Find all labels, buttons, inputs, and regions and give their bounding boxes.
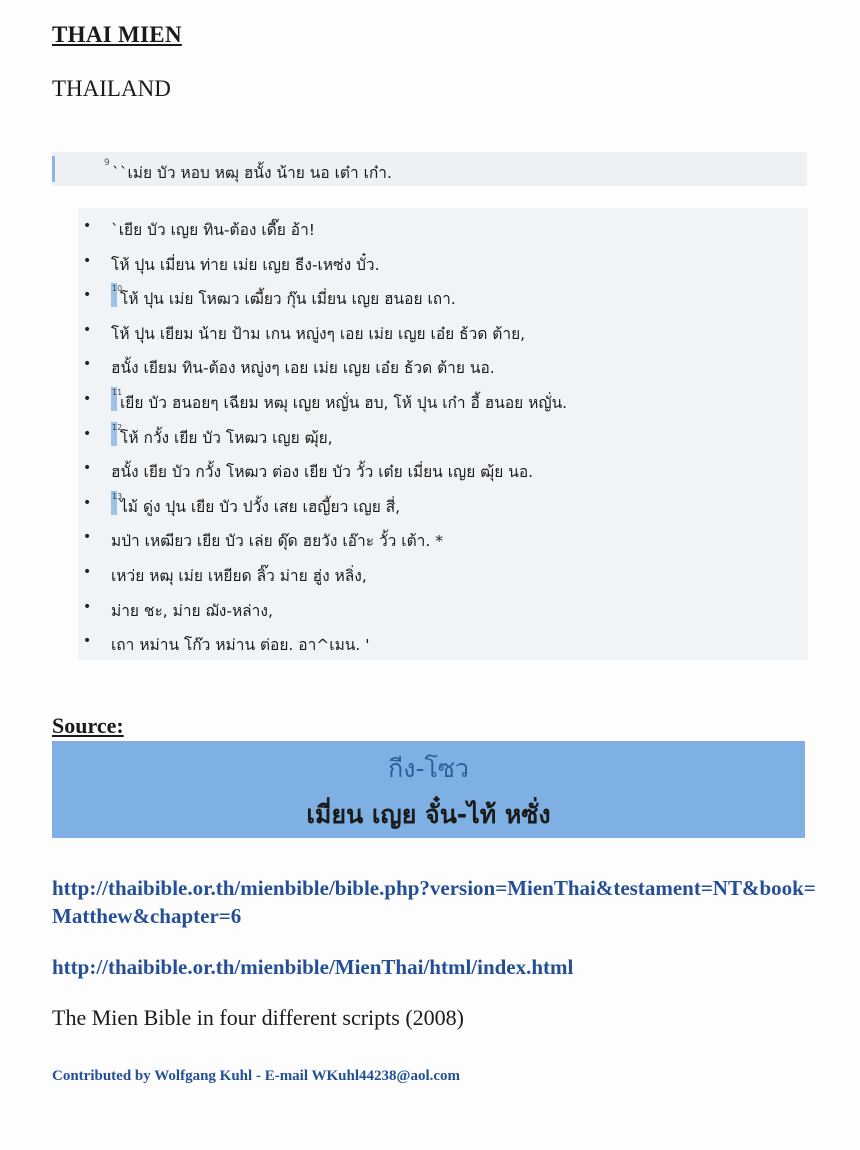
verse-line (78, 450, 808, 485)
bullet-icon: • (83, 321, 92, 338)
verse-text: เถา หม่าน โก๊ว หม่าน ต่อย. อา^เมน. ' (111, 636, 370, 655)
verse-line (78, 416, 808, 451)
bullet-icon: • (83, 494, 92, 511)
verse-number: 11 (112, 387, 123, 397)
bullet-icon: • (83, 460, 92, 477)
bullet-icon: • (83, 390, 92, 407)
verse-line (78, 208, 808, 243)
verse-text: `เยีย บัว เญย ทิน-ต้อง เดี๊ย อ้า! (111, 221, 315, 239)
verse-line (78, 519, 808, 554)
bullet-icon: • (83, 598, 92, 615)
verse-line (78, 554, 808, 589)
bullet-icon: • (83, 252, 92, 269)
verse-number: 13 (112, 491, 123, 501)
verse-line (78, 623, 808, 658)
source-label: Source: (52, 713, 124, 738)
verse-number: 12 (112, 422, 123, 432)
source-description: The Mien Bible in four different scripts (2008) (52, 1005, 464, 1030)
bullet-icon: • (83, 287, 92, 304)
book-name: กีง-โซว (388, 754, 469, 783)
verse-text: โห้ ปุน เมี่ยน ท่าย เม่ย เญย ธีง-เหซ่ง บั๋ว. (111, 255, 380, 274)
bullet-icon: • (83, 529, 92, 546)
verse-line (78, 589, 808, 624)
verse-line (78, 243, 808, 278)
verse-number: 9 (104, 158, 110, 168)
book-banner (52, 741, 805, 838)
verse-list (78, 208, 808, 658)
country-name: THAILAND (52, 76, 171, 101)
verse-line (78, 346, 808, 381)
verse-block (78, 208, 808, 660)
verse-text: ฮนั้ง เยีย บัว กวั้ง โหฒว ต่อง เยีย บัว วั้ว เต๋ย เมี่ยน เญย ฒุ้ย นอ. (111, 463, 534, 482)
verse-line (78, 381, 808, 416)
verse-line (78, 485, 808, 520)
bullet-icon: • (83, 356, 92, 373)
bullet-icon: • (83, 563, 92, 580)
source-link-chapter[interactable]: http://thaibible.or.th/mienbible/bible.php?version=MienThai&testament=NT&book=Matthew&chapter=6 (52, 876, 816, 928)
contributor-credit: Contributed by Wolfgang Kuhl - E-mail WKuhl44238@aol.com (52, 1068, 461, 1084)
verse-line (78, 277, 808, 312)
verse-text: เหว่ย หฒุ เม่ย เหยียด ลิ๊ว ม่าย ฮู่ง หลิ่ง, (111, 566, 367, 585)
verse-text: ไม้ ดู่ง ปุน เยีย บัว ปวั้ง เสย เฮญี้ยว เญย สี่, (120, 497, 401, 516)
intro-verse (52, 152, 807, 186)
verse-text: มป่า เหฒียว เยีย บัว เล่ย ดุ๊ด ฮยวัง เอ๊าะ วั้ว เต้า. * (111, 532, 443, 551)
verse-text: โห้ ปุน เยียม น้าย ป้าม เกน หญู่งๆ เอย เม่ย เญย เอ๋ย ธ้วด ต้าย, (111, 324, 526, 343)
verse-marker-bar (52, 156, 55, 182)
verse-text: โห้ กวั้ง เยีย บัว โหฒว เญย ฒุ้ย, (120, 428, 333, 447)
bullet-icon: • (83, 633, 92, 650)
verse-text: ฮนั้ง เยียม ทิน-ต้อง หญู่งๆ เอย เม่ย เญย เอ๋ย ธ้วด ต้าย นอ. (111, 359, 495, 378)
bullet-icon: • (83, 218, 92, 234)
source-link-index[interactable]: http://thaibible.or.th/mienbible/MienThai/html/index.html (52, 955, 574, 979)
verse-text: ``เม่ย บัว หอบ หฒุ ฮนั้ง น้าย นอ เต๋า เก๋า. (112, 164, 392, 182)
verse-line (78, 312, 808, 347)
verse-text: เยีย บัว ฮนอยๆ เฉียม หฒุ เญย หญั่น ฮบ, โห้ ปุน เก๋า อี้ ฮนอย หญั่น. (120, 393, 568, 412)
verse-number: 10 (112, 284, 123, 294)
bullet-icon: • (83, 425, 92, 442)
verse-text: ม่าย ชะ, ม่าย ฌัง-หล่าง, (111, 601, 273, 620)
bible-title: เมี่ยน เญย จั๋น-ไท้ หซั่ง (306, 800, 551, 829)
language-title: THAI MIEN (52, 22, 182, 47)
verse-text: โห้ ปุน เม่ย โหฒว เฒี้ยว กุ๊น เมี่ยน เญย ฮนอย เถา. (120, 290, 456, 309)
